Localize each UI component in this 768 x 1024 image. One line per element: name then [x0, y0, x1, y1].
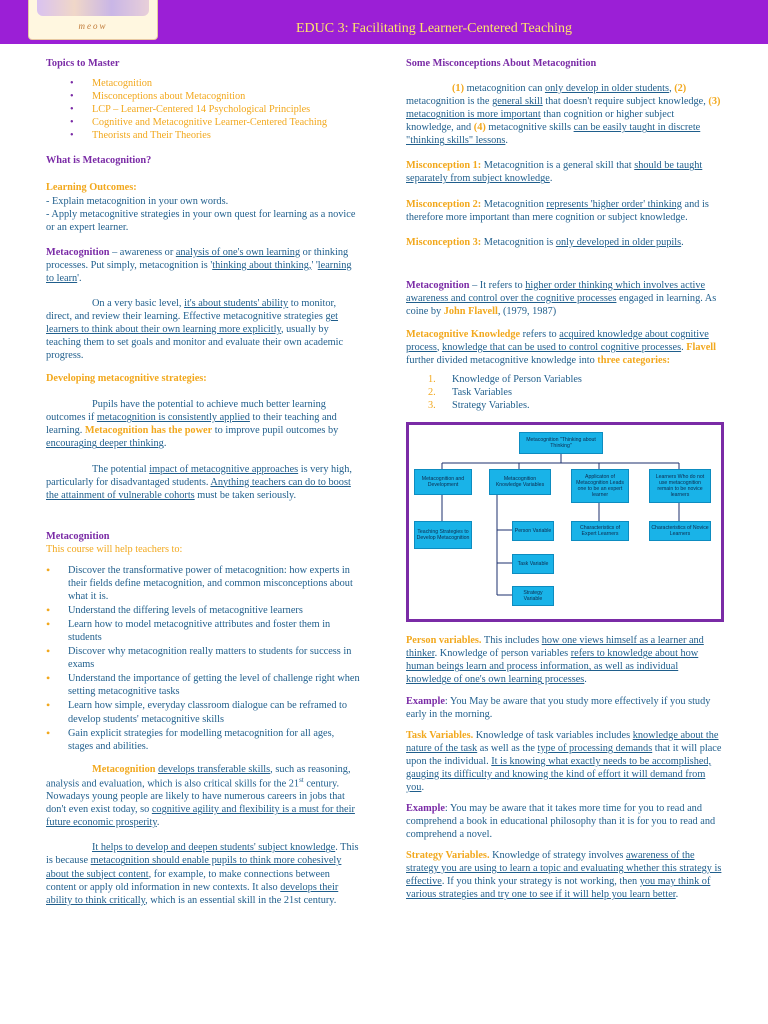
underlined-text: only developed in older pupils	[555, 236, 682, 248]
author-name: John Flavell	[443, 305, 498, 317]
diagram-node: Characteristics of Novice Learners	[649, 521, 711, 541]
developing-heading: Developing metacognitive strategies:	[46, 373, 207, 385]
superscript: st	[299, 775, 304, 784]
text: , usually by teaching them to set goals and monitor and evaluate their own academic progress.	[46, 324, 344, 362]
logo	[28, 0, 158, 40]
text: , such as reasoning, analysis and evaluation, which is also critical skills for the 21	[46, 763, 351, 790]
list-item: • Discover why metacognition really matters to students for success in exams	[46, 645, 361, 671]
example-1	[406, 695, 724, 721]
list-number: 3.	[428, 400, 436, 412]
left-column	[46, 57, 361, 917]
text: and is therefore more important than mere cognition or subject knowledge.	[406, 198, 709, 223]
underlined-text: general skill	[492, 96, 543, 108]
topic-item: • Cognitive and Metacognitive Learner-Centered Teaching	[70, 116, 361, 129]
text: .	[681, 236, 684, 248]
text: engaged in learning. As coine by	[406, 292, 717, 317]
underlined-text: metacognition is more important	[406, 109, 541, 121]
topic-item: • LCP – Learner-Centered 14 Psychological Principles	[70, 103, 361, 116]
list-label: Strategy Variables.	[452, 400, 530, 412]
underlined-text: impact of metacognitive approaches	[149, 463, 299, 475]
misconceptions-paragraph	[406, 82, 724, 147]
underlined-text: metacognition should enable pupils to think more cohesively about the subject content	[46, 855, 342, 880]
strategy-variables-paragraph	[406, 849, 724, 901]
underlined-text: you may think of various strategies and try one to see if it will help you learn better	[406, 876, 711, 901]
topics-heading: Topics to Master	[46, 58, 120, 69]
text: .	[681, 341, 687, 353]
term-label: Strategy Variables.	[406, 850, 490, 862]
diagram-node: Task Variable	[512, 554, 554, 574]
logo-text: meow	[78, 21, 108, 31]
underlined-text: cognitive agility and flexibility is a must for their future economic prosperity	[46, 804, 355, 829]
author-name: Flavell	[686, 341, 716, 353]
list-item: • Gain explicit strategies for modelling metacognition for all ages, stages and abilities.	[46, 727, 361, 753]
text: Metacognition is a general skill that	[481, 160, 635, 172]
definition-term: Metacognition	[406, 279, 470, 291]
impact-paragraph	[46, 463, 361, 502]
text: or thinking processes. Put simply, metacognition is '	[46, 246, 349, 271]
underlined-text: only develop in older students	[544, 83, 670, 95]
categories-list	[428, 373, 724, 412]
underlined-text: type of processing demands	[537, 742, 653, 754]
text: – It refers to	[469, 279, 526, 291]
underlined-text: knowledge about the nature of the task	[406, 729, 719, 754]
misconception-2	[406, 198, 724, 224]
text: is very high, particularly for disadvantaged students.	[46, 463, 352, 488]
task-variables-paragraph	[406, 729, 724, 794]
text: century. Nowadays young people are likely to have numerous careers in jobs that don't even exist today, so	[46, 778, 345, 816]
diagram-node: Metacognition and Development	[414, 469, 472, 495]
text: refers to	[520, 328, 560, 340]
highlight-text: three categories:	[597, 355, 671, 366]
diagram-node: Applicaton of Metacognition Leads one to be an expert learner	[571, 469, 629, 503]
underlined-text: develops their ability to think critically	[46, 881, 339, 906]
underlined-text: should be taught separately from subject knowledge	[406, 160, 703, 185]
page-title: EDUC 3: Facilitating Learner-Centered Teaching	[296, 21, 573, 36]
list-item	[428, 373, 724, 386]
course-subheading: This course will help teachers to:	[46, 543, 183, 555]
text: .	[584, 674, 587, 686]
underlined-text: metacognition is consistently applied	[96, 412, 250, 424]
underlined-text: It helps to develop and deepen students' subject knowledge	[92, 842, 336, 854]
list-item	[428, 386, 724, 399]
text: On a very basic level,	[92, 297, 185, 309]
transferable-paragraph	[46, 763, 361, 830]
text: as well as the	[477, 742, 538, 754]
term-label: Task Variables.	[406, 729, 474, 741]
diagram-root-node: Metacognition "Thinking about Thinking"	[519, 432, 603, 454]
right-column	[406, 57, 724, 911]
underlined-text: can be easily taught in discrete "thinking skills" lessons	[406, 122, 701, 147]
list-label: Task Variables	[452, 387, 512, 399]
course-heading: Metacognition	[46, 530, 110, 542]
list-item: • Learn how to model metacognitive attributes and foster them in students	[46, 618, 361, 644]
highlight-text: Metacognition	[92, 763, 156, 775]
underlined-text: awareness of the strategy you are using to learn a topic and evaluating whether this strategy is effective	[406, 850, 722, 888]
text: Metacognition	[481, 198, 547, 210]
topic-item: • Misconceptions about Metacognition	[70, 90, 361, 103]
text: , which is an essential skill in the 21st century.	[145, 894, 337, 906]
term-label: Person variables.	[406, 635, 482, 647]
text: to monitor, direct, and review their learning. Effective metacognitive strategies	[46, 297, 337, 322]
text: ,	[669, 83, 675, 95]
example-label: Example	[406, 695, 445, 707]
text: Metacognition is	[481, 236, 556, 248]
text: '.	[77, 272, 82, 284]
text: – awareness or	[109, 246, 176, 258]
text: Knowledge of strategy involves	[489, 850, 626, 862]
text: to improve pupil outcomes by	[212, 425, 339, 437]
underlined-text: refers to knowledge about how human beings learn and process information, as well as individual knowledge of one's own learning processes	[406, 648, 699, 686]
diagram-node: Metacognition Knowledge Variables	[489, 469, 551, 495]
definition-term: Metacognitive Knowledge	[406, 328, 521, 340]
text: Knowledge of task variables includes	[473, 729, 633, 741]
underlined-text: develops transferable skills	[158, 763, 271, 775]
text: than cognition or higher subject knowledge, and	[406, 109, 675, 134]
text: to their teaching and learning.	[46, 412, 337, 437]
text: that doesn't require subject knowledge,	[542, 96, 709, 108]
text: ,	[436, 341, 443, 353]
example-2	[406, 802, 724, 841]
text: . If you think your strategy is not working, then	[441, 876, 640, 888]
topic-item: • Metacognition	[70, 77, 361, 90]
text: that it will place upon the individual.	[406, 742, 722, 767]
list-item	[428, 399, 724, 412]
page-header	[0, 0, 768, 44]
text: .	[505, 135, 508, 147]
misconception-label: Misconception 2:	[406, 198, 482, 210]
number-label: (1)	[452, 83, 465, 95]
outcome-2: - Apply metacognitive strategies in your own quest for learning as a novice or an expert learner.	[46, 208, 356, 233]
number-label: (2)	[674, 83, 687, 95]
text: .	[421, 781, 425, 793]
person-variables-paragraph	[406, 634, 724, 686]
diagram-node: Teaching Strategies to Develop Metacognition	[414, 521, 472, 549]
misconception-1	[406, 159, 724, 185]
text: .	[163, 438, 167, 450]
underlined-text: higher order thinking which involves active awareness and control over the cognitive processes	[406, 279, 706, 304]
text: This includes	[481, 635, 542, 647]
misconceptions-heading: Some Misconceptions About Metacognition	[406, 58, 597, 69]
text: : You May be aware that you study more effectively if you study early in the morning.	[406, 695, 711, 720]
diagram-node: Strategy Variable	[512, 586, 554, 606]
definition-term: Metacognition	[46, 246, 110, 258]
underlined-text: encouraging deeper thinking	[46, 438, 164, 450]
text: metacognition is the	[406, 96, 493, 108]
text: must be taken seriously.	[194, 489, 297, 501]
flavell-paragraph	[406, 279, 724, 318]
text: . This is because	[46, 842, 359, 867]
text: .	[156, 817, 160, 829]
misconception-label: Misconception 3:	[406, 236, 482, 248]
text: .	[549, 173, 553, 185]
underlined-text: knowledge that can be used to control cognitive processes	[442, 341, 682, 353]
basic-level-paragraph	[46, 297, 361, 362]
misconception-3	[406, 236, 724, 249]
underlined-text: analysis of one's own learning	[175, 246, 301, 258]
underlined-text: It is knowing what exactly needs to be accomplished, gauging its difficulty and knowing the kind of effort it will demand from you	[406, 755, 712, 793]
highlight-text: Metacognition has the power	[84, 425, 213, 437]
underlined-text: it's about students' ability	[184, 297, 289, 309]
cat-illustration	[37, 0, 149, 16]
underlined-text: how one views himself as a learner and thinker	[406, 635, 704, 660]
diagram-node: Person Variable	[512, 521, 554, 541]
text: . Knowledge of person variables	[434, 648, 571, 660]
list-item: • Understand the importance of getting the level of challenge right when setting metacognitive tasks	[46, 672, 361, 698]
text: .	[675, 889, 679, 901]
text: further divided metacognitive knowledge into	[406, 355, 598, 366]
text: , for example, to make connections between content or apply old information in new contexts. It also	[46, 868, 330, 893]
potential-paragraph	[46, 398, 361, 450]
metacognition-diagram	[406, 422, 724, 622]
diagram-node: Learners Who do not use metacognition remain to be novice learners	[649, 469, 711, 503]
list-number: 1.	[428, 374, 436, 386]
diagram-node: Characteristics of Expert Learners	[571, 521, 629, 541]
number-label: (4)	[473, 122, 486, 134]
text: metacognition can	[464, 83, 545, 95]
text: ' '	[311, 259, 318, 271]
underlined-text: Anything teachers can do to boost the attainment of vulnerable cohorts	[46, 476, 351, 501]
subject-knowledge-paragraph	[46, 841, 361, 906]
underlined-text: represents 'higher order' thinking	[546, 198, 682, 210]
underlined-text: learning to learn	[46, 259, 352, 284]
metacognitive-knowledge-paragraph	[406, 328, 724, 367]
learning-outcomes-heading: Learning Outcomes:	[46, 182, 137, 194]
text: : You may be aware that it takes more time for you to read and comprehend a book in educational philosophy than it is for you to read and comprehend a novel.	[406, 802, 716, 841]
text: metacognitive skills	[485, 122, 574, 134]
definition-paragraph	[46, 246, 361, 285]
underlined-text: get learners to think about their own learning more explicitly	[46, 310, 339, 335]
topic-item: • Theorists and Their Theories	[70, 129, 361, 142]
misconception-label: Misconception 1:	[406, 160, 482, 172]
text: The potential	[92, 463, 150, 475]
example-label: Example	[406, 802, 445, 814]
course-list	[46, 564, 361, 753]
list-number: 2.	[428, 387, 436, 399]
topics-list	[70, 77, 361, 142]
list-item: • Learn how simple, everyday classroom dialogue can be reframed to develop students' metacognitive skills	[46, 699, 361, 725]
underlined-text: thinking about thinking,	[212, 259, 312, 271]
list-item: • Understand the differing levels of metacognitive learners	[46, 604, 361, 617]
text: , (1979, 1987)	[497, 305, 557, 317]
underlined-text: acquired knowledge about cognitive process	[406, 328, 709, 353]
what-is-heading: What is Metacognition?	[46, 155, 152, 167]
outcome-1: - Explain metacognition in your own words.	[46, 195, 229, 207]
number-label: (3)	[708, 96, 721, 108]
text: Pupils have the potential to achieve much better learning outcomes if	[46, 399, 326, 424]
list-label: Knowledge of Person Variables	[452, 374, 582, 386]
list-item: • Discover the transformative power of metacognition: how experts in their fields define metacognition, and common misconceptions about what it is.	[46, 564, 361, 603]
